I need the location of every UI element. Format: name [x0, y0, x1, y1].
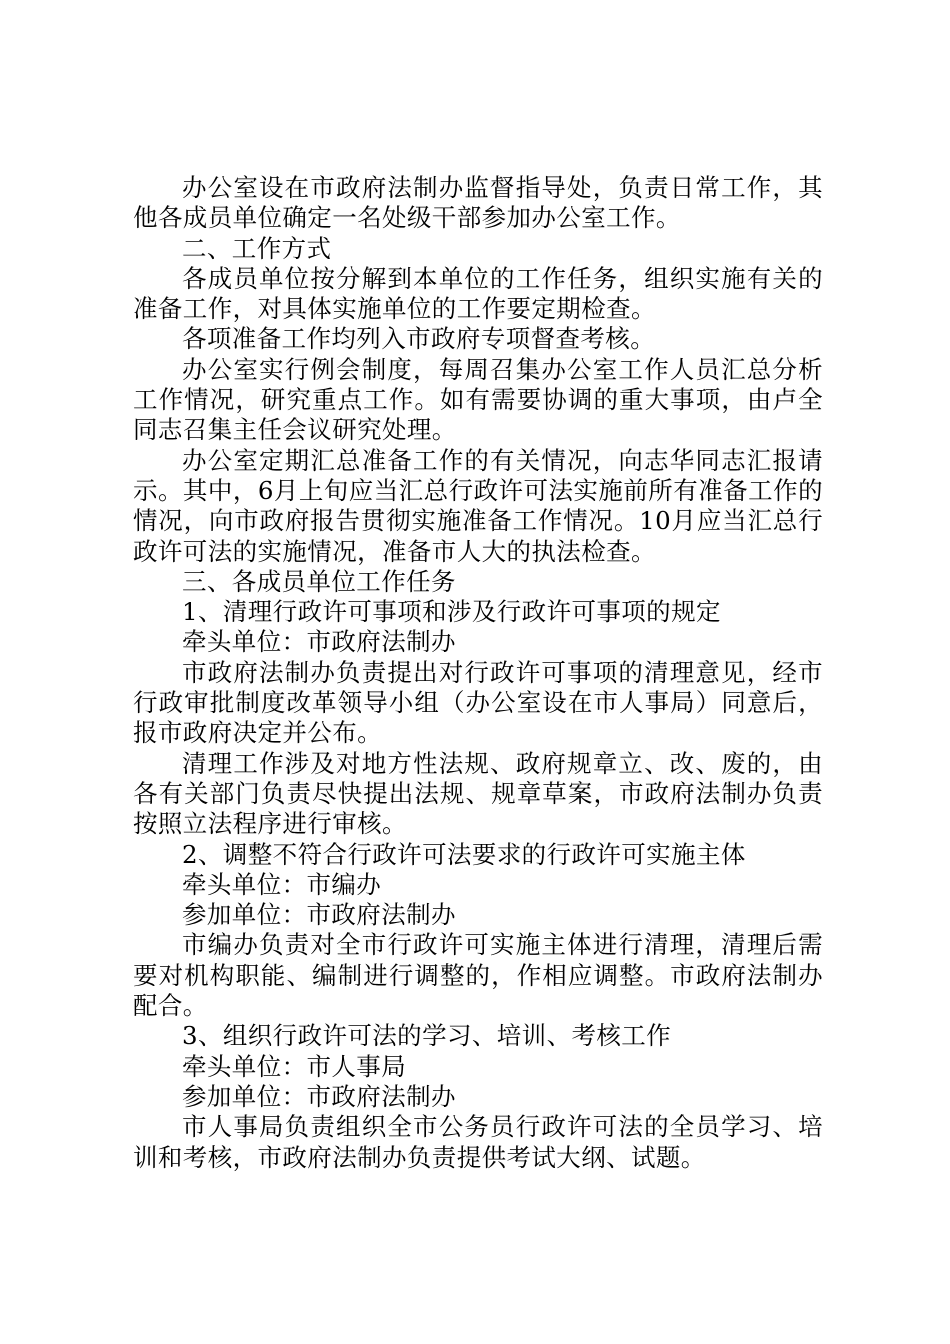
paragraph-reporting: 办公室定期汇总准备工作的有关情况，向志华同志汇报请示。其中，6月上旬应当汇总行政许可法实施前所有准备工作的情况，向市政府报告贯彻实施准备工作情况。10月应当汇总行政许可法的实施情况，准备市人大的执法检查。 [133, 445, 823, 566]
item-1-title: 1、清理行政许可事项和涉及行政许可事项的规定 [182, 597, 721, 627]
heading-member-tasks: 三、各成员单位工作任务 [182, 566, 456, 596]
paragraph-member-tasks: 各成员单位按分解到本单位的工作任务，组织实施有关的准备工作，对具体实施单位的工作要定期检查。 [133, 263, 823, 324]
item-2-participating-unit: 参加单位：市政府法制办 [182, 900, 456, 930]
item-3-description: 市人事局负责组织全市公务员行政许可法的全员学习、培训和考核，市政府法制办负责提供考试大纲、试题。 [133, 1112, 823, 1172]
item-1-description: 市政府法制办负责提出对行政许可事项的清理意见，经市行政审批制度改革领导小组（办公室设在市人事局）同意后，报市政府决定并公布。 [133, 657, 823, 748]
item-3-title: 3、组织行政许可法的学习、培训、考核工作 [182, 1021, 672, 1051]
document-page [133, 173, 823, 1173]
paragraph-supervision: 各项准备工作均列入市政府专项督查考核。 [182, 324, 656, 354]
item-2-description: 市编办负责对全市行政许可实施主体进行清理，清理后需要对机构职能、编制进行调整的，作相应调整。市政府法制办配合。 [133, 930, 823, 1021]
heading-work-method: 二、工作方式 [182, 233, 332, 263]
paragraph-weekly-meeting: 办公室实行例会制度，每周召集办公室工作人员汇总分析工作情况，研究重点工作。如有需要协调的重大事项，由卢全同志召集主任会议研究处理。 [133, 354, 823, 445]
item-2-title: 2、调整不符合行政许可法要求的行政许可实施主体 [182, 839, 746, 869]
paragraph-office-location: 办公室设在市政府法制办监督指导处，负责日常工作，其他各成员单位确定一名处级干部参加办公室工作。 [133, 173, 823, 233]
item-3-lead-unit: 牵头单位：市人事局 [182, 1051, 407, 1081]
item-1-lead-unit: 牵头单位：市政府法制办 [182, 627, 456, 657]
item-3-participating-unit: 参加单位：市政府法制办 [182, 1081, 456, 1111]
item-2-lead-unit: 牵头单位：市编办 [182, 869, 382, 899]
item-1-legislation: 清理工作涉及对地方性法规、政府规章立、改、废的，由各有关部门负责尽快提出法规、规章草案，市政府法制办负责按照立法程序进行审核。 [133, 748, 823, 839]
